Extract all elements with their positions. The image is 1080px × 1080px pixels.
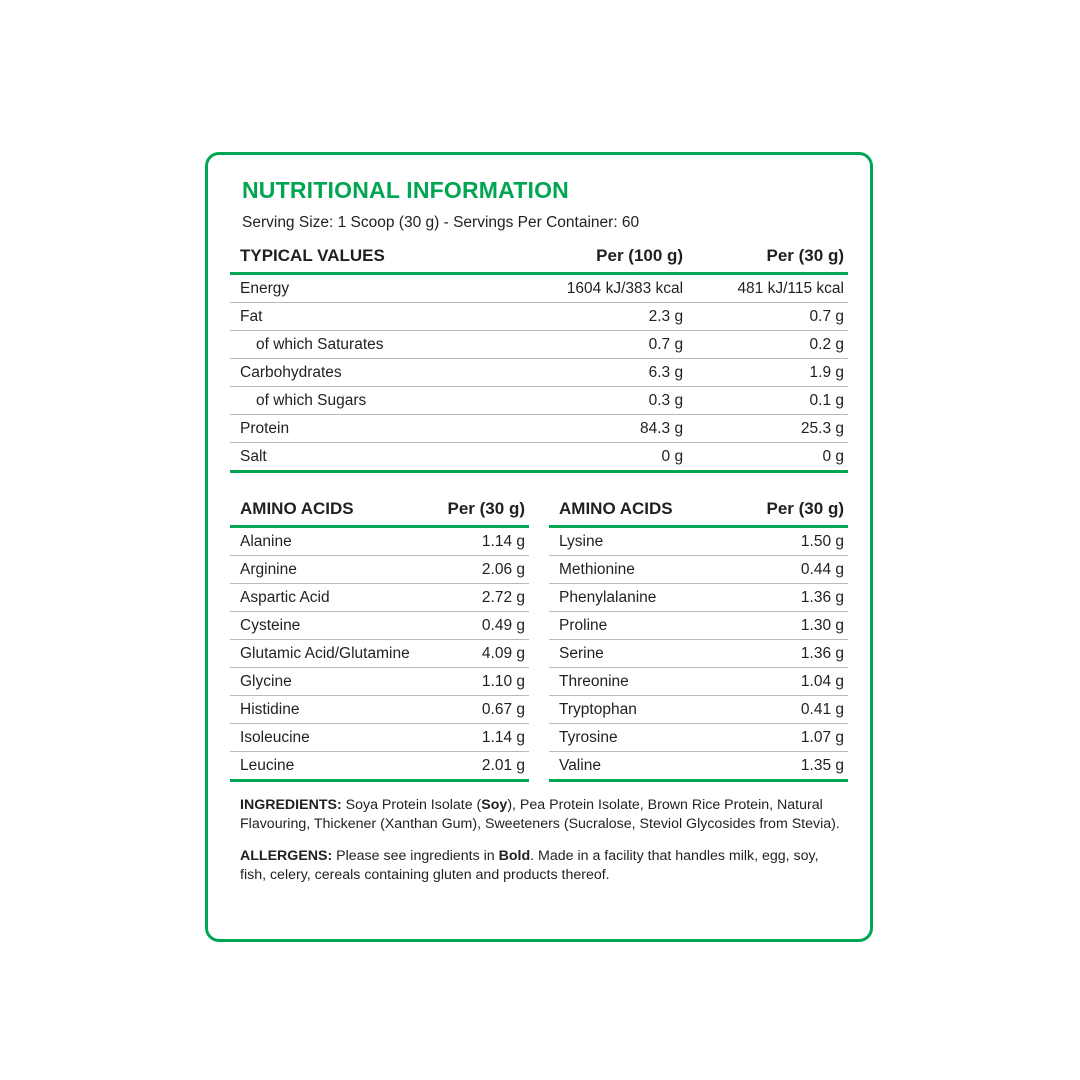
amino-acid-label: Cysteine xyxy=(230,612,416,640)
table-row xyxy=(230,527,529,556)
table-row xyxy=(549,668,848,696)
nutrient-per-30g: 1.9 g xyxy=(687,359,848,387)
allergens-text-2: . Made in a facility that handles milk, egg, soy, fish, celery, cereals containing gluten and products thereof. xyxy=(240,848,819,884)
table-header-row xyxy=(549,495,848,527)
serving-size-line: Serving Size: 1 Scoop (30 g) - Servings Per Container: 60 xyxy=(242,214,640,231)
table-row xyxy=(549,640,848,668)
nutrient-per-100g: 2.3 g xyxy=(503,303,687,331)
amino-acid-value: 1.04 g xyxy=(735,668,848,696)
table-row xyxy=(230,387,848,415)
nutrition-table-body xyxy=(230,274,848,472)
amino-acid-value: 1.36 g xyxy=(735,640,848,668)
amino-acid-label: Glutamic Acid/Glutamine xyxy=(230,640,416,668)
table-row xyxy=(549,724,848,752)
table-row xyxy=(230,415,848,443)
allergens-paragraph xyxy=(240,847,848,884)
table-header-row xyxy=(230,242,848,274)
table-row xyxy=(230,359,848,387)
amino-acids-right-column xyxy=(539,495,848,782)
amino-acid-value: 0.67 g xyxy=(416,696,529,724)
nutrient-label: Salt xyxy=(230,443,503,472)
nutrient-per-100g: 84.3 g xyxy=(503,415,687,443)
amino-acid-value: 2.01 g xyxy=(416,752,529,781)
amino-acid-value: 0.41 g xyxy=(735,696,848,724)
column-header-per-30g-right: Per (30 g) xyxy=(735,495,848,527)
amino-acid-value: 1.50 g xyxy=(735,527,848,556)
amino-acid-label: Valine xyxy=(549,752,735,781)
amino-acid-value: 2.06 g xyxy=(416,556,529,584)
table-row xyxy=(549,527,848,556)
allergens-bold-word: Bold xyxy=(498,848,531,865)
table-row xyxy=(230,612,529,640)
amino-acid-value: 1.35 g xyxy=(735,752,848,781)
table-row xyxy=(230,303,848,331)
amino-acid-value: 0.44 g xyxy=(735,556,848,584)
nutrient-per-100g: 0.3 g xyxy=(503,387,687,415)
table-row xyxy=(549,584,848,612)
amino-acid-label: Methionine xyxy=(549,556,735,584)
nutrient-label: Fat xyxy=(230,303,503,331)
amino-acid-value: 1.36 g xyxy=(735,584,848,612)
amino-acid-label: Lysine xyxy=(549,527,735,556)
amino-acid-value: 1.30 g xyxy=(735,612,848,640)
amino-acid-label: Isoleucine xyxy=(230,724,416,752)
column-header-typical-values: TYPICAL VALUES xyxy=(230,242,503,274)
nutrient-per-100g: 1604 kJ/383 kcal xyxy=(503,274,687,303)
allergens-text-1: Please see ingredients in xyxy=(332,848,499,865)
amino-acid-value: 1.07 g xyxy=(735,724,848,752)
table-row xyxy=(549,696,848,724)
nutrition-table xyxy=(230,242,848,473)
amino-acid-label: Serine xyxy=(549,640,735,668)
nutrient-label: Energy xyxy=(230,274,503,303)
amino-acid-label: Leucine xyxy=(230,752,416,781)
table-row xyxy=(230,331,848,359)
nutrient-per-100g: 0.7 g xyxy=(503,331,687,359)
amino-acid-value: 1.10 g xyxy=(416,668,529,696)
amino-acid-value: 1.14 g xyxy=(416,724,529,752)
nutrient-label: of which Sugars xyxy=(230,387,503,415)
table-row xyxy=(549,752,848,781)
table-row xyxy=(230,724,529,752)
column-header-per-100g: Per (100 g) xyxy=(503,242,687,274)
nutrient-per-30g: 0.7 g xyxy=(687,303,848,331)
table-row xyxy=(230,752,529,781)
amino-acid-value: 0.49 g xyxy=(416,612,529,640)
table-row xyxy=(230,640,529,668)
column-header-per-30g: Per (30 g) xyxy=(687,242,848,274)
table-row xyxy=(230,696,529,724)
nutrient-label: Carbohydrates xyxy=(230,359,503,387)
amino-acids-table-left xyxy=(230,495,529,782)
amino-acid-value: 1.14 g xyxy=(416,527,529,556)
ingredients-heading: INGREDIENTS: xyxy=(240,797,342,813)
ingredients-allergen-soy: Soy xyxy=(481,797,508,813)
amino-acid-value: 4.09 g xyxy=(416,640,529,668)
nutrient-per-30g: 25.3 g xyxy=(687,415,848,443)
ingredients-paragraph xyxy=(240,796,848,833)
amino-acid-label: Tryptophan xyxy=(549,696,735,724)
amino-acid-label: Threonine xyxy=(549,668,735,696)
nutrient-per-30g: 0.2 g xyxy=(687,331,848,359)
amino-acid-label: Tyrosine xyxy=(549,724,735,752)
column-header-amino-acids-right: AMINO ACIDS xyxy=(549,495,735,527)
amino-acid-label: Histidine xyxy=(230,696,416,724)
amino-acid-label: Alanine xyxy=(230,527,416,556)
table-row xyxy=(230,274,848,303)
column-header-per-30g-left: Per (30 g) xyxy=(416,495,529,527)
table-row xyxy=(549,612,848,640)
column-header-amino-acids-left: AMINO ACIDS xyxy=(230,495,416,527)
amino-acid-label: Phenylalanine xyxy=(549,584,735,612)
amino-acid-value: 2.72 g xyxy=(416,584,529,612)
table-row xyxy=(549,556,848,584)
amino-acid-label: Proline xyxy=(549,612,735,640)
amino-acid-label: Aspartic Acid xyxy=(230,584,416,612)
amino-left-body xyxy=(230,527,529,781)
nutrient-per-100g: 6.3 g xyxy=(503,359,687,387)
nutrition-panel xyxy=(205,152,873,942)
nutrient-per-30g: 0 g xyxy=(687,443,848,472)
amino-acids-section xyxy=(230,495,848,782)
nutrient-per-30g: 0.1 g xyxy=(687,387,848,415)
nutrient-per-100g: 0 g xyxy=(503,443,687,472)
table-row xyxy=(230,443,848,472)
amino-acid-label: Glycine xyxy=(230,668,416,696)
ingredients-text-2: ), Pea Protein Isolate, Brown Rice Protein, Natural Flavouring, Thickener (Xanthan Gum), Sweeteners (Sucralose, Steviol Glycosides from Stevia). xyxy=(240,797,840,832)
amino-acids-table-right xyxy=(549,495,848,782)
nutrient-label: of which Saturates xyxy=(230,331,503,359)
page-title: NUTRITIONAL INFORMATION xyxy=(242,177,569,203)
amino-acid-label: Arginine xyxy=(230,556,416,584)
table-row xyxy=(230,584,529,612)
table-row xyxy=(230,556,529,584)
allergens-heading: ALLERGENS: xyxy=(240,848,333,865)
nutrient-per-30g: 481 kJ/115 kcal xyxy=(687,274,848,303)
nutrient-label: Protein xyxy=(230,415,503,443)
ingredients-text-1: Soya Protein Isolate ( xyxy=(341,797,482,813)
table-header-row xyxy=(230,495,529,527)
table-row xyxy=(230,668,529,696)
amino-acids-left-column xyxy=(230,495,539,782)
amino-right-body xyxy=(549,527,848,781)
